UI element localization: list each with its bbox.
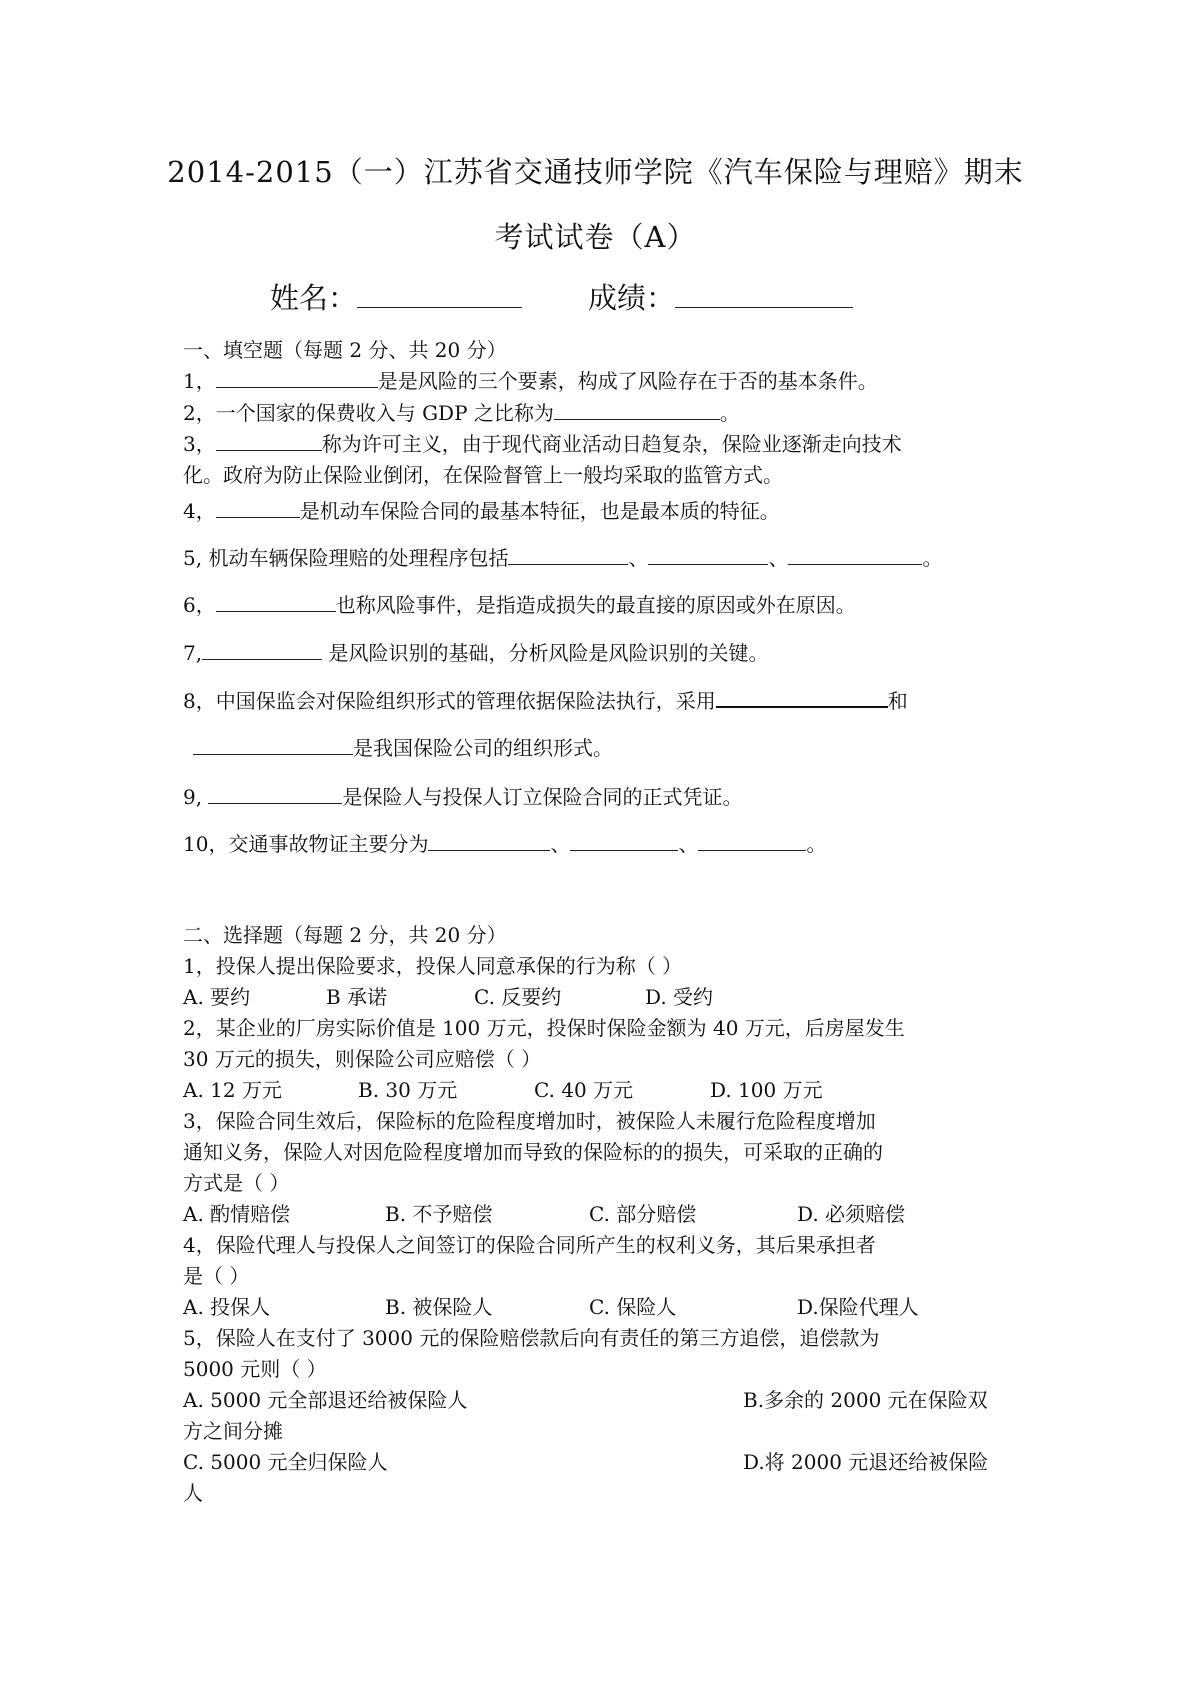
q5-blank-1[interactable]: [508, 544, 628, 565]
q9-text: 是保险人与投保人订立保险合同的正式凭证。: [342, 785, 743, 809]
q7-prefix: 7,: [183, 641, 203, 665]
q4-option-a[interactable]: A. 投保人: [183, 1295, 271, 1319]
q6-text: 也称风险事件，是指造成损失的最直接的原因或外在原因。: [335, 593, 856, 617]
q5-blank-3[interactable]: [788, 544, 922, 565]
q3-blank[interactable]: [216, 430, 322, 451]
fill-question-10: [183, 830, 826, 858]
q5-blank-2[interactable]: [648, 544, 768, 565]
q9-prefix: 9,: [183, 785, 209, 809]
score-blank[interactable]: [675, 281, 853, 308]
q3-option-d[interactable]: D. 必须赔偿: [797, 1202, 906, 1226]
q2-option-d[interactable]: D. 100 万元: [710, 1078, 823, 1102]
q1-option-a[interactable]: A. 要约: [183, 985, 251, 1009]
choice-question-3: 3，保险合同生效后，保险标的危险程度增加时，被保险人未履行危险程度增加: [183, 1109, 876, 1133]
q5-option-b-continued: 方之间分摊: [183, 1419, 283, 1443]
fill-question-8: [183, 686, 908, 715]
q10-blank-3[interactable]: [698, 830, 806, 851]
q2-option-b[interactable]: B. 30 万元: [358, 1078, 458, 1102]
fill-question-2: [183, 399, 740, 427]
q8-text: 8，中国保监会对保险组织形式的管理依据保险法执行，采用: [183, 689, 716, 713]
q1-option-c[interactable]: C. 反要约: [474, 985, 562, 1009]
q5-sep-1: 、: [628, 546, 649, 570]
q1-option-d[interactable]: D. 受约: [645, 985, 714, 1009]
q8-blank-1[interactable]: [716, 686, 888, 708]
q10-end: 。: [806, 832, 827, 856]
choice-question-4: 4，保险代理人与投保人之间签订的保险合同所产生的权利义务，其后果承担者: [183, 1233, 876, 1257]
q2-text: 2，一个国家的保费收入与 GDP 之比称为: [183, 401, 554, 425]
choice-question-5: 5，保险人在支付了 3000 元的保险赔偿款后向有责任的第三方追偿，追偿款为: [183, 1326, 880, 1350]
q5-text: 5, 机动车辆保险理赔的处理程序包括: [183, 546, 509, 570]
q4-blank[interactable]: [216, 497, 300, 518]
fill-question-5: [183, 544, 942, 572]
q8-and: 和: [887, 689, 908, 713]
choice-question-2: 2，某企业的厂房实际价值是 100 万元，投保时保险金额为 40 万元，后房屋发生: [183, 1016, 905, 1040]
q10-text: 10，交通事故物证主要分为: [183, 832, 429, 856]
q1-prefix: 1，: [183, 369, 216, 393]
q2-blank[interactable]: [554, 399, 720, 420]
name-label: 姓名：: [270, 281, 358, 315]
q6-prefix: 6，: [183, 593, 216, 617]
q10-sep-1: 、: [550, 832, 571, 856]
q5-end: 。: [922, 546, 943, 570]
q8-blank-2[interactable]: [193, 734, 353, 755]
q7-text: 是风险识别的基础，分析风险是风险识别的关键。: [322, 641, 769, 665]
q10-sep-2: 、: [678, 832, 699, 856]
q1-blank[interactable]: [216, 367, 378, 388]
title-line-1: 2014-2015（一）江苏省交通技师学院《汽车保险与理赔》期末: [167, 155, 1024, 189]
q3-text: 称为许可主义，由于现代商业活动日趋复杂，保险业逐渐走向技术: [321, 432, 902, 456]
choice-question-3-line-2: 通知义务，保险人对因危险程度增加而导致的保险标的的损失，可采取的正确的: [183, 1140, 883, 1164]
q4-prefix: 4，: [183, 499, 216, 523]
choice-question-5-line-2: 5000 元则（ ）: [183, 1357, 327, 1381]
q3-prefix: 3，: [183, 432, 216, 456]
score-label: 成绩：: [588, 281, 676, 315]
choice-question-2-line-2: 30 万元的损失，则保险公司应赔偿（ ）: [183, 1047, 542, 1071]
score-field: [588, 276, 853, 317]
q8-text-2: 是我国保险公司的组织形式。: [353, 736, 613, 760]
q4-text: 是机动车保险合同的最基本特征，也是最本质的特征。: [299, 499, 780, 523]
fill-question-4: [183, 497, 780, 525]
q1-text: 是是风险的三个要素，构成了风险存在于否的基本条件。: [377, 369, 878, 393]
title-line-2: 考试试卷（A）: [494, 220, 697, 254]
name-blank[interactable]: [357, 281, 522, 308]
choice-question-1: 1，投保人提出保险要求，投保人同意承保的行为称（ ）: [183, 954, 683, 978]
fill-question-8-line-2: [183, 734, 613, 762]
q9-blank[interactable]: [208, 783, 342, 804]
fill-question-3-line-2: 化。政府为防止保险业倒闭，在保险督管上一般均采取的监管方式。: [183, 463, 783, 487]
section2-heading: 二、选择题（每题 2 分，共 20 分）: [183, 923, 507, 947]
q4-option-b[interactable]: B. 被保险人: [385, 1295, 493, 1319]
q7-blank[interactable]: [202, 639, 322, 660]
choice-question-3-line-3: 方式是（ ）: [183, 1171, 290, 1195]
q3-option-c[interactable]: C. 部分赔偿: [589, 1202, 697, 1226]
fill-question-1: [183, 367, 878, 395]
q5-option-b[interactable]: B.多余的 2000 元在保险双: [743, 1388, 988, 1412]
choice-question-4-line-2: 是（ ）: [183, 1264, 250, 1288]
q5-option-d[interactable]: D.将 2000 元退还给被保险: [743, 1450, 989, 1474]
q10-blank-2[interactable]: [570, 830, 678, 851]
q4-option-c[interactable]: C. 保险人: [589, 1295, 677, 1319]
q5-option-d-continued: 人: [183, 1481, 203, 1505]
fill-question-9: [183, 783, 742, 811]
fill-question-7: [183, 639, 768, 667]
q2-option-a[interactable]: A. 12 万元: [183, 1078, 282, 1102]
q2-end: 。: [719, 401, 740, 425]
q10-blank-1[interactable]: [428, 830, 550, 851]
q2-option-c[interactable]: C. 40 万元: [534, 1078, 634, 1102]
q3-option-b[interactable]: B. 不予赔偿: [385, 1202, 493, 1226]
q4-option-d[interactable]: D.保险代理人: [797, 1295, 919, 1319]
q5-sep-2: 、: [768, 546, 789, 570]
section1-heading: 一、填空题（每题 2 分、共 20 分）: [183, 338, 507, 362]
q3-option-a[interactable]: A. 酌情赔偿: [183, 1202, 291, 1226]
fill-question-6: [183, 591, 856, 619]
fill-question-3: [183, 430, 902, 458]
q5-option-c[interactable]: C. 5000 元全归保险人: [183, 1450, 388, 1474]
q6-blank[interactable]: [216, 591, 336, 612]
q5-option-a[interactable]: A. 5000 元全部退还给被保险人: [183, 1388, 468, 1412]
name-field: [270, 276, 522, 317]
q1-option-b[interactable]: B 承诺: [326, 985, 388, 1009]
